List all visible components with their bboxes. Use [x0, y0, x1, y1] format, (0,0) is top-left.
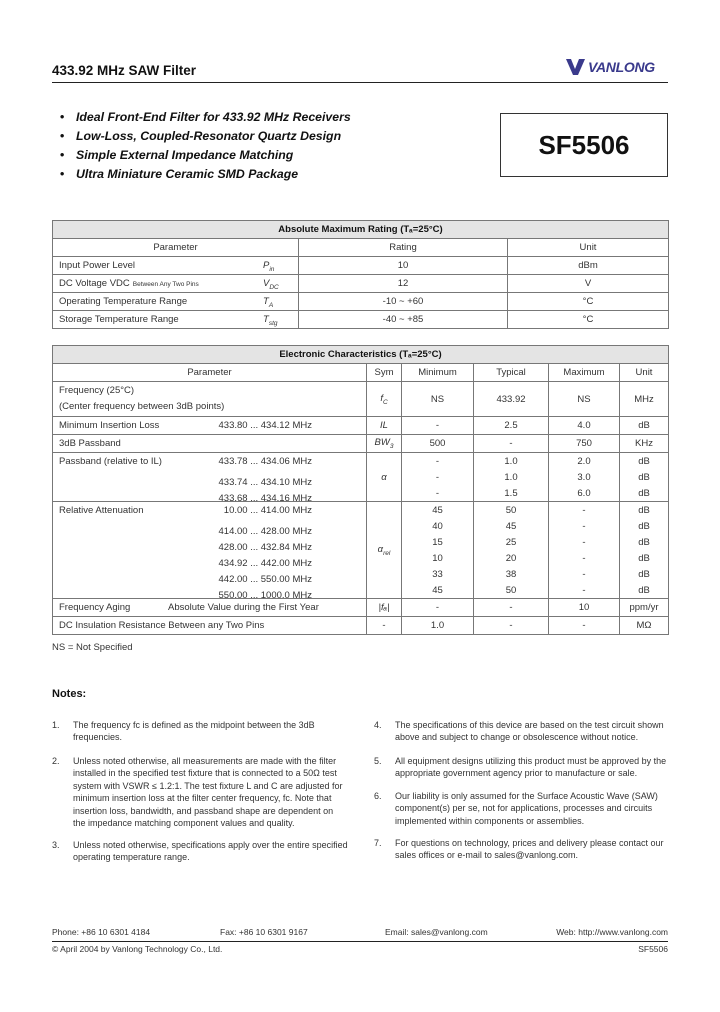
min-cell: NS [402, 382, 474, 417]
typ-cell: 433.92 [474, 382, 549, 417]
frequency-range: 10.00 ... 414.00 MHz [223, 504, 312, 516]
part-number-box: SF5506 [500, 113, 668, 177]
note-item: 1. The frequency fᴄ is defined as the midpoint between the 3dB frequencies. [52, 720, 315, 743]
symbol-subscript: rel [383, 549, 391, 557]
note-item: 5. All equipment designs utilizing this product must be approved by the appropriate government agency prior to manufacture or sale. [374, 756, 667, 779]
footer-copyright: © April 2004 by Vanlong Technology Co., Ltd. [52, 944, 223, 954]
parameter-cell [53, 257, 299, 275]
footer-rule [52, 941, 668, 942]
note-item: 4. The specifications of this device are based on the test circuit shown above and subject to change or obsolescence without notice. [374, 720, 664, 743]
frequency-range: 433.74 ... 434.10 MHz [218, 477, 312, 488]
parameter-label: DC Insulation Resistance Between any Two Pins [59, 620, 265, 631]
typ-cell: 25 [474, 534, 549, 550]
footer-fax: Fax: +86 10 6301 9167 [220, 927, 308, 937]
col-header: Typical [474, 364, 549, 382]
min-cell: 33 [402, 566, 474, 582]
symbol: |fₐ| [378, 602, 390, 613]
table-row [53, 566, 669, 582]
unit-cell: °C [508, 311, 669, 329]
note-item: 7. For questions on technology, prices and delivery please contact our sales offices or e-mail to sales@vanlong.com. [374, 838, 664, 861]
frequency-range: 428.00 ... 432.84 MHz [218, 542, 312, 553]
unit-cell: MHz [620, 382, 669, 417]
typ-cell: 45 [474, 518, 549, 534]
note-item: 6. Our liability is only assumed for the Surface Acoustic Wave (SAW) component(s) per se, not for applications, processes and circuits implemented within components or assemblies. [374, 791, 658, 826]
frequency-range: 550.00 ... 1000.0 MHz [218, 590, 312, 601]
typ-cell: 20 [474, 550, 549, 566]
symbol-cell [367, 617, 402, 635]
table-row [53, 550, 669, 566]
symbol: BW [374, 437, 390, 449]
parameter-label: 3dB Passband [59, 438, 121, 449]
min-cell: 45 [402, 502, 474, 519]
col-header: Unit [620, 364, 669, 382]
table-row [53, 293, 669, 311]
symbol-cell [367, 599, 402, 617]
rating-cell: 12 [299, 275, 508, 293]
max-cell: 3.0 [549, 469, 620, 485]
symbol-subscript: A [268, 301, 274, 309]
parameter-cell [53, 417, 367, 435]
table-row [53, 275, 669, 293]
typ-cell: 38 [474, 566, 549, 582]
typ-cell: 1.5 [474, 485, 549, 502]
feature-item: • Ultra Miniature Ceramic SMD Package [60, 167, 299, 181]
parameter-cell [53, 518, 367, 537]
footer-phone: Phone: +86 10 6301 4184 [52, 927, 151, 937]
min-cell: - [402, 469, 474, 485]
typ-cell: 50 [474, 582, 549, 599]
symbol-cell [263, 314, 277, 327]
ns-footnote: NS = Not Specified [52, 642, 133, 653]
parameter-note: Between Any Two Pins [132, 281, 199, 288]
symbol-subscript: DC [269, 283, 279, 291]
unit-cell: dB [620, 582, 669, 599]
unit-cell: MΩ [620, 617, 669, 635]
typ-cell: 1.0 [474, 469, 549, 485]
table-row [53, 582, 669, 599]
unit-cell: dBm [508, 257, 669, 275]
parameter-label: Frequency Aging [59, 602, 131, 613]
frequency-range: 433.68 ... 434.16 MHz [218, 493, 312, 504]
max-cell: 4.0 [549, 417, 620, 435]
min-cell: 45 [402, 582, 474, 599]
parameter-cell [53, 275, 299, 293]
parameter-label: Input Power Level [59, 260, 136, 271]
parameter-label: Operating Temperature Range [59, 296, 188, 307]
symbol-cell [367, 502, 402, 599]
unit-cell: dB [620, 485, 669, 502]
parameter-label: Minimum Insertion Loss [59, 420, 160, 431]
min-cell: 500 [402, 435, 474, 453]
rating-cell: -10 ~ +60 [299, 293, 508, 311]
table-row [53, 417, 669, 435]
parameter-cell [53, 293, 299, 311]
parameter-label: Relative Attenuation [59, 504, 144, 516]
parameter-cell [53, 534, 367, 553]
table-row [53, 502, 669, 519]
table-row [53, 485, 669, 502]
max-cell: - [549, 566, 620, 582]
parameter-cell [53, 485, 367, 502]
max-cell: - [549, 502, 620, 519]
parameter-label: Passband (relative to IL) [59, 455, 162, 467]
min-cell: - [402, 485, 474, 502]
parameter-label: DC Voltage VDC [59, 278, 130, 289]
max-cell: 10 [549, 599, 620, 617]
min-cell: - [402, 453, 474, 470]
parameter-cell [53, 550, 367, 569]
col-header: Unit [508, 239, 669, 257]
symbol-subscript: stg [268, 319, 278, 327]
feature-item: • Simple External Impedance Matching [60, 148, 294, 162]
symbol: V [263, 278, 270, 289]
symbol-subscript: in [269, 265, 275, 273]
col-header: Maximum [549, 364, 620, 382]
parameter-cell [53, 566, 367, 585]
unit-cell: V [508, 275, 669, 293]
unit-cell: dB [620, 453, 669, 470]
symbol-subscript: C [382, 398, 388, 406]
symbol-cell [367, 382, 402, 417]
parameter-cell [53, 617, 367, 635]
max-cell: - [549, 518, 620, 534]
notes-heading: Notes: [52, 688, 87, 700]
unit-cell: ppm/yr [620, 599, 669, 617]
symbol-cell [367, 453, 402, 502]
symbol: α [381, 471, 387, 483]
col-header: Parameter [53, 239, 299, 257]
table-row [53, 382, 669, 417]
parameter-label: Frequency (25°C) [59, 385, 135, 396]
footer-web[interactable]: Web: http://www.vanlong.com [556, 927, 668, 937]
typ-cell: - [474, 599, 549, 617]
max-cell: 2.0 [549, 453, 620, 470]
min-cell: 40 [402, 518, 474, 534]
typ-cell: - [474, 617, 549, 635]
max-cell: - [549, 617, 620, 635]
unit-cell: °C [508, 293, 669, 311]
parameter-label: Storage Temperature Range [59, 314, 179, 325]
frequency-range: 414.00 ... 428.00 MHz [218, 526, 312, 537]
unit-cell: dB [620, 534, 669, 550]
table-row [53, 469, 669, 485]
min-cell: 15 [402, 534, 474, 550]
symbol: T [263, 296, 269, 307]
symbol: P [263, 260, 270, 271]
parameter-condition: Absolute Value during the First Year [168, 602, 319, 613]
min-cell: 10 [402, 550, 474, 566]
unit-cell: dB [620, 518, 669, 534]
page-title: 433.92 MHz SAW Filter [52, 63, 197, 78]
symbol: α [377, 543, 384, 555]
logo-text: VANLONG [588, 59, 655, 75]
min-cell: 1.0 [402, 617, 474, 635]
electronic-characteristics-table [52, 345, 669, 635]
table-row [53, 257, 669, 275]
symbol: - [382, 620, 386, 631]
parameter-cell [53, 311, 299, 329]
typ-cell: 2.5 [474, 417, 549, 435]
symbol: IL [380, 420, 388, 431]
parameter-note: (Center frequency between 3dB points) [59, 401, 225, 412]
parameter-cell [53, 453, 367, 470]
unit-cell: dB [620, 417, 669, 435]
header-rule [52, 82, 668, 83]
max-cell: 6.0 [549, 485, 620, 502]
table-row [53, 311, 669, 329]
table-caption: Absolute Maximum Rating (Tₐ=25°C) [53, 221, 669, 239]
typ-cell: 50 [474, 502, 549, 519]
table-row [53, 518, 669, 534]
rating-cell: -40 ~ +85 [299, 311, 508, 329]
unit-cell: KHz [620, 435, 669, 453]
table-row [53, 599, 669, 617]
parameter-cell [53, 382, 367, 417]
feature-list [60, 108, 351, 184]
table-caption: Electronic Characteristics (Tₐ=25°C) [53, 346, 669, 364]
feature-item: • Low-Loss, Coupled-Resonator Quartz Design [60, 129, 342, 143]
col-header: Minimum [402, 364, 474, 382]
table-row [53, 617, 669, 635]
table-row [53, 453, 669, 470]
symbol-cell [263, 296, 273, 309]
unit-cell: dB [620, 550, 669, 566]
vanlong-v-icon [566, 59, 585, 75]
frequency-range: 433.78 ... 434.06 MHz [218, 455, 312, 467]
max-cell: - [549, 534, 620, 550]
footer-email[interactable]: Email: sales@vanlong.com [385, 927, 488, 937]
vanlong-logo [566, 59, 655, 75]
symbol: f [380, 392, 383, 404]
parameter-cell [53, 599, 367, 617]
max-cell: 750 [549, 435, 620, 453]
table-row [53, 534, 669, 550]
max-cell: - [549, 550, 620, 566]
typ-cell: - [474, 435, 549, 453]
symbol-cell [263, 278, 279, 291]
frequency-range: 434.92 ... 442.00 MHz [218, 558, 312, 569]
absolute-max-rating-table [52, 220, 669, 329]
feature-item: • Ideal Front-End Filter for 433.92 MHz Receivers [60, 110, 351, 124]
symbol-subscript: 3 [389, 442, 394, 450]
frequency-range: 433.80 ... 434.12 MHz [218, 420, 312, 431]
rating-cell: 10 [299, 257, 508, 275]
note-item: 2. Unless noted otherwise, all measurements are made with the filter installed in the specified test fixture that is connected to a 50Ω test system with VSWR ≤ 1.2:1. The test fixture L and C are adjusted for minimum insertion loss at the filter center frequency, fᴄ. Note that insertion loss, bandwidth, and passband shape are dependent on the impedance matching component values and quality. [52, 756, 343, 829]
note-item: 3. Unless noted otherwise, specifications apply over the entire specified operating temperature range. [52, 840, 348, 863]
parameter-cell [53, 435, 367, 453]
unit-cell: dB [620, 469, 669, 485]
symbol-cell [263, 260, 274, 273]
symbol: T [263, 314, 269, 325]
symbol-cell [367, 435, 402, 453]
footer-part-number: SF5506 [638, 944, 668, 954]
min-cell: - [402, 599, 474, 617]
symbol-cell [367, 417, 402, 435]
max-cell: NS [549, 382, 620, 417]
table-row [53, 435, 669, 453]
max-cell: - [549, 582, 620, 599]
min-cell: - [402, 417, 474, 435]
unit-cell: dB [620, 566, 669, 582]
col-header: Parameter [53, 364, 367, 382]
frequency-range: 442.00 ... 550.00 MHz [218, 574, 312, 585]
parameter-cell [53, 469, 367, 488]
typ-cell: 1.0 [474, 453, 549, 470]
unit-cell: dB [620, 502, 669, 519]
col-header: Sym [367, 364, 402, 382]
parameter-cell [53, 582, 367, 599]
parameter-cell [53, 502, 367, 519]
col-header: Rating [299, 239, 508, 257]
